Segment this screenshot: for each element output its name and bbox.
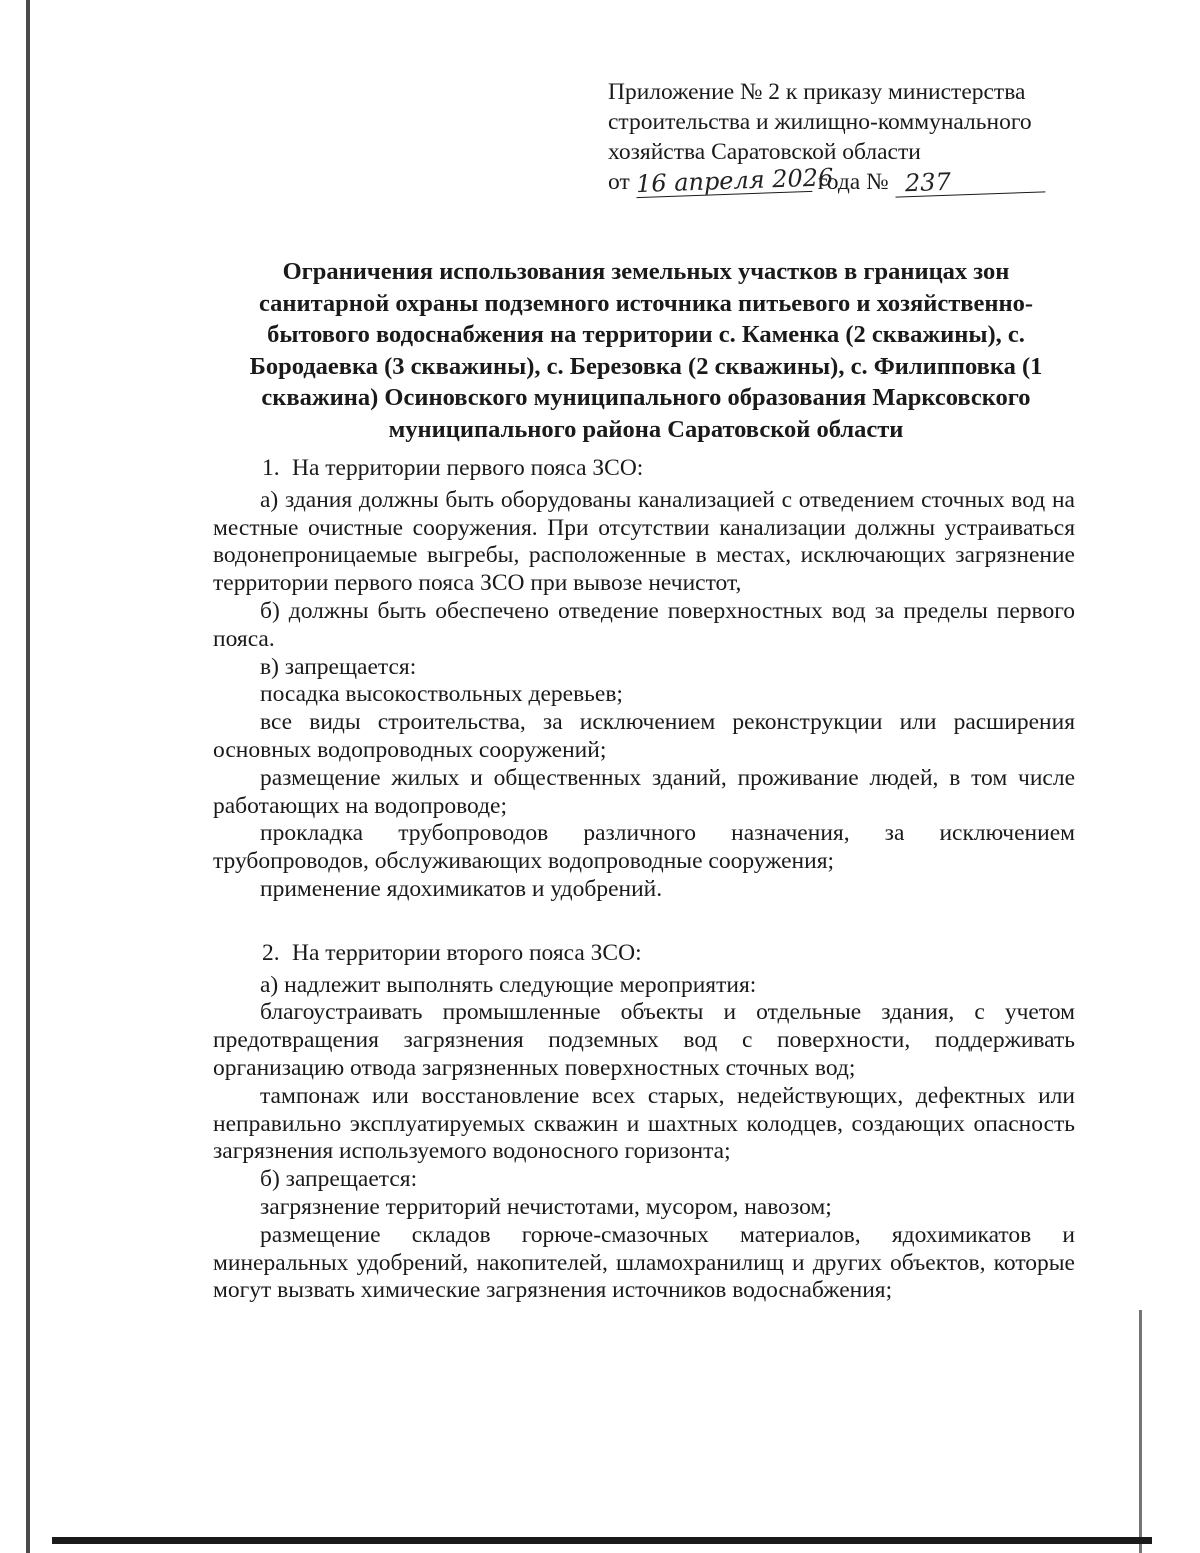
scan-edge-right [1139, 1310, 1142, 1553]
from-label: от [608, 169, 630, 195]
section-1-item-v: в) запрещается: [260, 653, 417, 680]
section-1-item-a: а) здания должны быть оборудованы канализацией с отведением сточных вод на местные очистные сооружения. При отсутствии канализации должны устраиваться водонепроницаемые выгребы, расположенные в местах, исключающих загрязнение территории первого пояса ЗСО при вывозе нечистот, [213, 486, 1075, 597]
section-2-item-a: а) надлежит выполнять следующие мероприятия: [260, 971, 757, 998]
document-title: Ограничения использования земельных участков в границах зон санитарной охраны подземного источника питьевого и хозяйственно-бытового водоснабжения на территории с. Каменка (2 скважины), с. Бородаевка (3 скважины), с. Березовка (2 скважины), с. Филипповка (1 скважина) Осиновского муниципального образования Марксовского муниципального района Саратовской области [249, 258, 1043, 443]
prohibition-item: прокладка трубопроводов различного назначения, за исключением трубопроводов, обслуживающих водопроводные сооружения; [213, 820, 1075, 875]
document-body [213, 455, 1075, 1305]
measure-item: тампонаж или восстановление всех старых, недействующих, дефектных или неправильно эксплуатируемых скважин и шахтных колодцев, создающих опасность загрязнения используемого водоносного горизонта; [213, 1082, 1075, 1165]
section-gap [213, 904, 1075, 940]
handwritten-order-number: 237 [894, 165, 1045, 197]
prohibition-item: посадка высокоствольных деревьев; [260, 681, 623, 708]
prohibition-item: размещение жилых и общественных зданий, проживание людей, в том числе работающих на водопроводе; [213, 764, 1075, 819]
order-date-line [608, 163, 1088, 199]
prohibition-item: применение ядохимикатов и удобрений. [260, 875, 663, 902]
prohibition-item: размещение складов горюче-смазочных материалов, ядохимикатов и минеральных удобрений, накопителей, шламохранилищ и других объектов, которые могут вызвать химические загрязнения источников водоснабжения; [213, 1221, 1075, 1304]
section-1-item-b: б) должны быть обеспечено отведение поверхностных вод за пределы первого пояса. [213, 597, 1075, 652]
scan-edge-left [26, 0, 30, 1553]
prohibition-item: все виды строительства, за исключением реконструкции или расширения основных водопроводных сооружений; [213, 709, 1075, 763]
scan-edge-bottom [52, 1537, 1152, 1544]
year-number-label: года № [817, 169, 889, 195]
prohibition-item: загрязнение территорий нечистотами, мусором, навозом; [260, 1193, 832, 1220]
measure-item: благоустраивать промышленные объекты и отдельные здания, с учетом предотвращения загрязнения подземных вод с поверхности, поддерживать организацию отвода загрязненных поверхностных сточных вод; [213, 999, 1075, 1081]
handwritten-date: 16 апреля 2026 [635, 163, 834, 199]
header-line-2: строительства и жилищно-коммунального [608, 109, 1032, 135]
appendix-header [608, 77, 1088, 197]
section-2-heading: 2. На территории второго пояса ЗСО: [262, 939, 642, 966]
header-line-1: Приложение № 2 к приказу министерства [608, 79, 1026, 105]
section-2-number: 2. [262, 939, 280, 966]
header-line-3: хозяйства Саратовской области [608, 139, 921, 165]
section-1-number: 1. [262, 455, 280, 481]
section-2-item-b: б) запрещается: [260, 1166, 418, 1193]
section-1-heading: 1. На территории первого пояса ЗСО: [262, 455, 644, 481]
